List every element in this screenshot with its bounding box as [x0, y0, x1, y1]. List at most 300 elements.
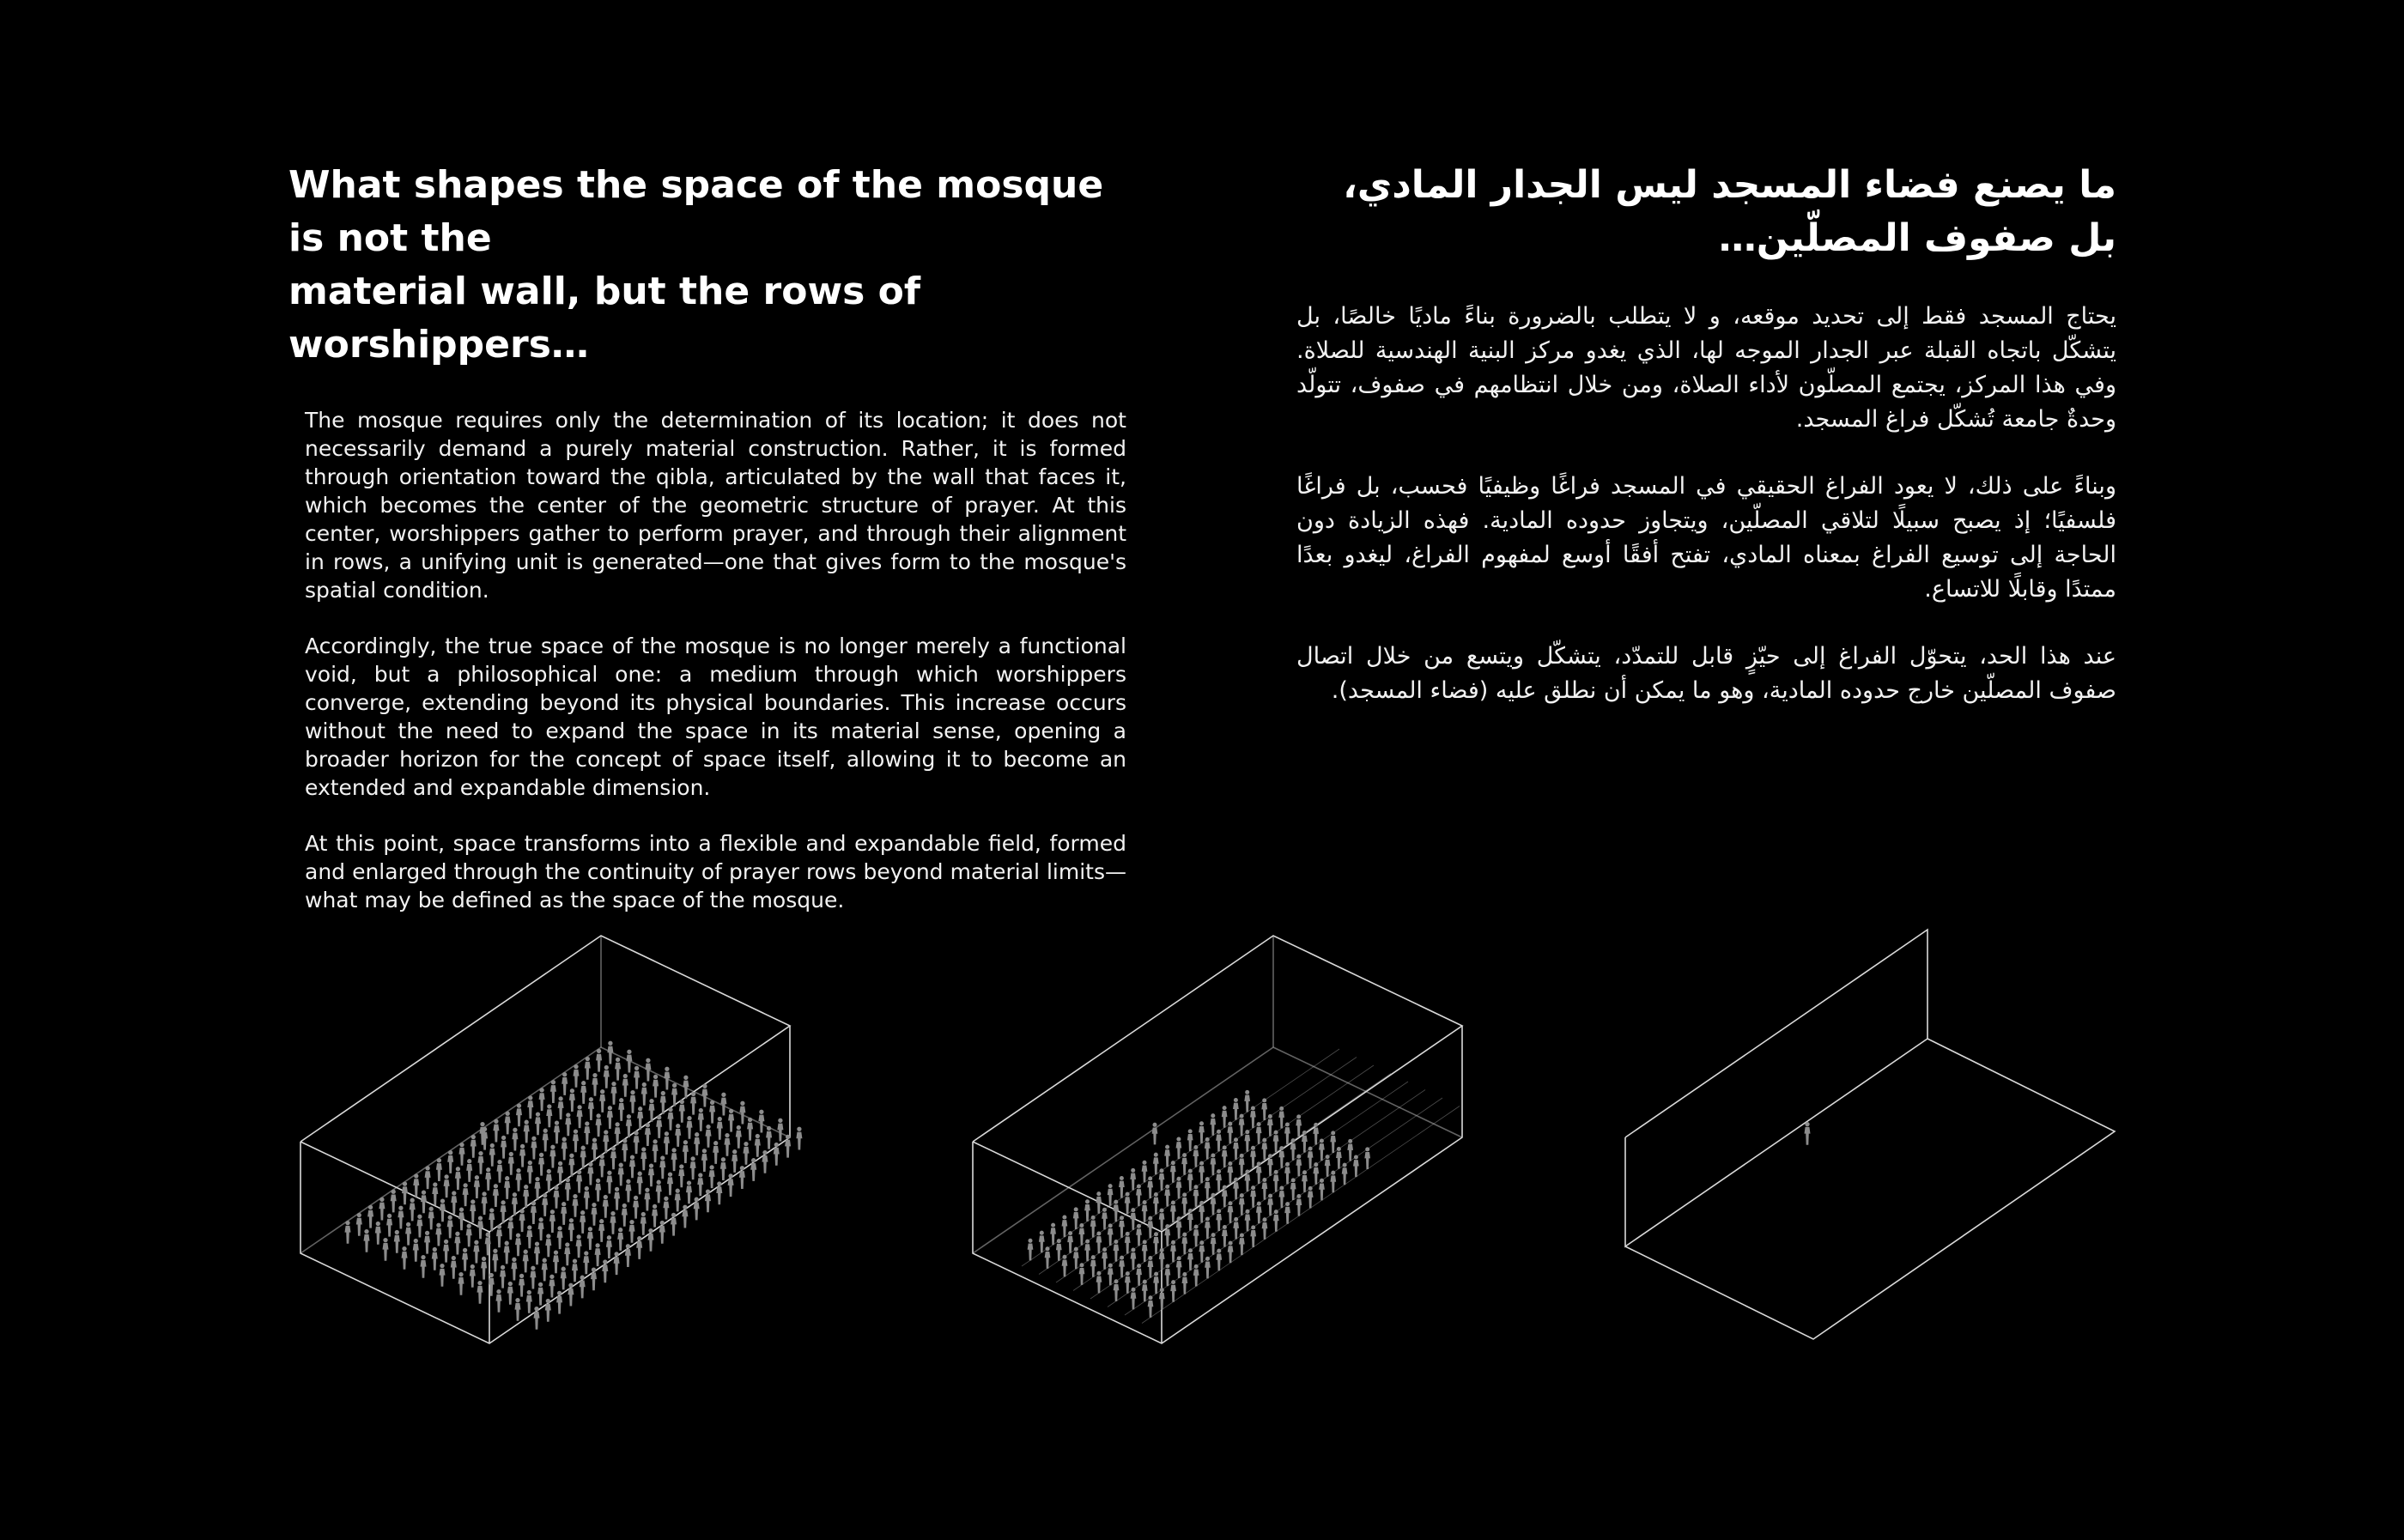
worshipper-body: [1278, 1112, 1284, 1129]
worshipper-head: [509, 1152, 513, 1156]
worshipper-body: [637, 1177, 643, 1195]
worshipper-head: [665, 1131, 669, 1136]
worshipper-head: [1057, 1239, 1061, 1243]
worshipper-figure: [435, 1223, 441, 1246]
worshipper-head: [1108, 1223, 1113, 1228]
worshipper-figure: [739, 1101, 745, 1125]
worshipper-figure: [504, 1241, 510, 1264]
worshipper-head: [444, 1174, 448, 1179]
worshipper-body: [1262, 1222, 1268, 1240]
worshipper-body: [607, 1046, 613, 1064]
worshipper-body: [1119, 1260, 1125, 1277]
worshipper-head: [653, 1075, 658, 1079]
worshipper-body: [531, 1206, 537, 1224]
worshipper-head: [1268, 1194, 1272, 1198]
worshipper-body: [694, 1203, 700, 1221]
worshipper-body: [659, 1226, 665, 1244]
worshipper-body: [584, 1126, 590, 1144]
worshipper-body: [1308, 1151, 1314, 1168]
worshipper-head: [534, 1307, 538, 1311]
worshipper-figure: [436, 1158, 442, 1181]
worshipper-head: [660, 1221, 665, 1225]
worshipper-head: [695, 1197, 699, 1202]
worshipper-head: [1228, 1201, 1232, 1205]
worshipper-head: [604, 1130, 608, 1134]
worshipper-figure: [1130, 1168, 1136, 1191]
worshipper-head: [546, 1299, 550, 1303]
worshipper-body: [1313, 1128, 1319, 1145]
worshipper-head: [599, 1219, 604, 1223]
worshipper-head: [486, 1167, 490, 1172]
worshipper-body: [549, 1215, 555, 1233]
worshipper-head: [588, 1162, 592, 1167]
worshipper-figure: [451, 1256, 457, 1279]
worshipper-body: [1090, 1221, 1096, 1238]
worshipper-body: [531, 1142, 537, 1160]
worshipper-head: [463, 1248, 467, 1252]
worshipper-figure: [587, 1227, 593, 1250]
worshipper-figure: [697, 1173, 703, 1196]
worshipper-head: [744, 1142, 748, 1146]
worshipper-figure: [671, 1148, 677, 1171]
worshipper-body: [1239, 1238, 1245, 1255]
worshipper-body: [394, 1235, 400, 1253]
worshipper-body: [1153, 1237, 1159, 1254]
worshipper-head: [1193, 1145, 1198, 1149]
worshipper-body: [1330, 1136, 1336, 1153]
worshipper-head: [1223, 1106, 1227, 1110]
worshipper-head: [448, 1150, 452, 1155]
worshipper-body: [572, 1199, 578, 1217]
worshipper-body: [1050, 1228, 1056, 1245]
worshipper-body: [1176, 1261, 1182, 1278]
worshipper-body: [604, 1070, 610, 1088]
worshipper-figure: [493, 1119, 499, 1143]
worshipper-head: [1296, 1194, 1301, 1198]
worshipper-body: [607, 1111, 613, 1129]
worshipper-body: [527, 1166, 533, 1184]
worshipper-head: [1217, 1169, 1221, 1173]
worshipper-head: [1262, 1098, 1266, 1102]
worshipper-body: [1239, 1198, 1245, 1216]
worshipper-figure: [572, 1194, 578, 1217]
worshipper-body: [493, 1125, 499, 1143]
worshipper-body: [1199, 1166, 1205, 1183]
worshipper-head: [1085, 1199, 1090, 1204]
worshipper-figure: [367, 1205, 373, 1228]
worshipper-head: [516, 1233, 520, 1237]
worshipper-body: [1125, 1276, 1131, 1294]
worshipper-body: [1181, 1237, 1187, 1254]
worshipper-body: [546, 1109, 552, 1127]
worshipper-figure: [653, 1139, 659, 1162]
worshipper-body: [526, 1295, 532, 1313]
worshipper-head: [725, 1133, 729, 1137]
worshipper-body: [1114, 1245, 1120, 1262]
worshipper-body: [629, 1160, 635, 1178]
worshipper-figure: [648, 1163, 654, 1186]
english-paragraph-1: The mosque requires only the determination of its location; it does not necessarily demand a purely material construction. Rather, it is formed through orientation toward the qibla, articulated by the wall that faces it, which becomes the center of the geometric structure of prayer. At this center, worshippers gather to perform prayer, and through their alignment in rows, a unifying unit is generated—one that gives form to the mosque's spatial condition.: [305, 408, 1126, 603]
worshipper-head: [1126, 1232, 1130, 1236]
worshipper-body: [656, 1185, 662, 1204]
worshipper-head: [1302, 1170, 1307, 1174]
worshipper-head: [1137, 1264, 1141, 1268]
worshipper-figure: [492, 1249, 498, 1272]
worshipper-head: [573, 1194, 577, 1198]
worshipper-head: [576, 1234, 580, 1239]
worshipper-head: [638, 1172, 642, 1176]
worshipper-body: [644, 1193, 650, 1211]
worshipper-head: [1028, 1239, 1032, 1243]
worshipper-head: [527, 1290, 531, 1294]
worshipper-head: [1154, 1153, 1158, 1157]
worshipper-figure: [569, 1088, 575, 1112]
worshipper-figure: [603, 1130, 609, 1153]
worshipper-body: [678, 1169, 684, 1187]
worshipper-figure: [709, 1165, 715, 1188]
worshipper-figure: [458, 1272, 464, 1295]
worshipper-figure: [645, 1058, 651, 1082]
worshipper-head: [1137, 1224, 1141, 1228]
worshipper-figure: [402, 1181, 408, 1204]
worshipper-body: [614, 1192, 620, 1210]
worshipper-figure: [561, 1267, 567, 1290]
worshipper-head: [528, 1095, 532, 1100]
worshipper-body: [1205, 1261, 1211, 1278]
worshipper-body: [1193, 1270, 1199, 1287]
worshipper-head: [551, 1080, 555, 1084]
worshipper-body: [1205, 1222, 1211, 1239]
worshipper-figure: [420, 1255, 426, 1278]
worshipper-head: [642, 1082, 647, 1087]
worshipper-figure: [511, 1258, 517, 1281]
worshipper-figure: [482, 1191, 488, 1215]
diagram-qibla-wall: [1625, 930, 2115, 1339]
worshipper-body: [1102, 1212, 1108, 1229]
worshipper-body: [470, 1204, 476, 1222]
worshipper-figure: [664, 1131, 670, 1155]
worshipper-figure: [512, 1128, 518, 1151]
worshipper-head: [664, 1197, 668, 1201]
worshipper-head: [1217, 1249, 1221, 1253]
worshipper-figure: [607, 1106, 613, 1129]
worshipper-figure: [410, 1198, 416, 1222]
worshipper-body: [492, 1254, 498, 1272]
worshipper-head: [392, 1190, 396, 1194]
worshipper-head: [1165, 1145, 1169, 1149]
worshipper-figure: [595, 1179, 601, 1202]
worshipper-body: [686, 1185, 692, 1204]
worshipper-figure: [606, 1235, 612, 1258]
worshipper-body: [447, 1221, 453, 1239]
worshipper-head: [1188, 1248, 1193, 1252]
worshipper-body: [1187, 1214, 1193, 1231]
worshipper-body: [524, 1125, 530, 1143]
worshipper-body: [758, 1115, 764, 1133]
worshipper-body: [1302, 1175, 1308, 1192]
worshipper-head: [1199, 1161, 1204, 1166]
worshipper-head: [1223, 1225, 1227, 1229]
worshipper-head: [581, 1146, 586, 1150]
worshipper-head: [444, 1240, 448, 1244]
worshipper-figure: [686, 1180, 692, 1204]
worshipper-figure: [542, 1193, 548, 1216]
worshipper-figure: [477, 1216, 483, 1239]
worshipper-body: [477, 1156, 483, 1174]
worshipper-body: [507, 1287, 513, 1305]
worshipper-head: [1365, 1147, 1369, 1151]
worshipper-body: [1342, 1167, 1348, 1185]
worshipper-body: [705, 1130, 711, 1148]
worshipper-head: [1091, 1255, 1096, 1259]
worshipper-figure: [720, 1093, 726, 1116]
worshipper-body: [558, 1101, 564, 1119]
worshipper-head: [1205, 1177, 1210, 1181]
worshipper-head: [638, 1106, 642, 1111]
worshipper-figure: [679, 1100, 685, 1123]
worshipper-body: [1199, 1246, 1205, 1263]
worshipper-body: [1233, 1143, 1239, 1160]
worshipper-head: [797, 1127, 801, 1131]
worshipper-body: [496, 1229, 502, 1247]
worshipper-figure: [535, 1112, 541, 1135]
worshipper-head: [619, 1098, 623, 1102]
worshipper-head: [615, 1122, 619, 1126]
worshipper-head: [600, 1089, 604, 1094]
worshipper-body: [1152, 1127, 1158, 1144]
worshipper-head: [1160, 1248, 1164, 1252]
worshipper-figure: [495, 1289, 501, 1313]
worshipper-head: [592, 1073, 597, 1077]
worshipper-body: [367, 1210, 373, 1228]
worshipper-figure: [1119, 1176, 1125, 1198]
worshipper-figure: [514, 1298, 520, 1321]
worshipper-body: [577, 1110, 583, 1128]
worshipper-figure: [462, 1248, 468, 1271]
worshipper-head: [417, 1215, 422, 1219]
worshipper-body: [629, 1095, 635, 1113]
worshipper-body: [466, 1164, 472, 1182]
worshipper-head: [657, 1115, 661, 1119]
worshipper-head: [471, 1135, 476, 1139]
worshipper-body: [640, 1217, 647, 1235]
worshipper-body: [539, 1093, 545, 1111]
worshipper-body: [519, 1149, 525, 1167]
worshipper-head: [1251, 1225, 1255, 1229]
worshipper-figure: [432, 1182, 438, 1205]
worshipper-body: [697, 1178, 703, 1196]
worshipper-body: [1245, 1174, 1251, 1191]
worshipper-head: [1131, 1168, 1135, 1173]
worshipper-figure: [585, 1057, 591, 1080]
worshipper-body: [379, 1203, 385, 1221]
worshipper-figure: [667, 1172, 673, 1195]
worshipper-figure: [382, 1238, 388, 1261]
worshipper-head: [1120, 1256, 1124, 1260]
worshipper-body: [565, 1183, 571, 1201]
worshipper-figure: [618, 1098, 624, 1121]
worshipper-head: [376, 1222, 380, 1226]
worshipper-body: [774, 1148, 780, 1166]
worshipper-head: [1160, 1288, 1164, 1292]
worshipper-figure: [1164, 1145, 1170, 1167]
worshipper-figure: [640, 1212, 647, 1235]
worshipper-figure: [675, 1189, 681, 1212]
worshipper-body: [1142, 1205, 1148, 1222]
worshipper-body: [1330, 1175, 1336, 1192]
worshipper-figure: [724, 1133, 730, 1156]
worshipper-head: [547, 1104, 551, 1108]
worshipper-head: [440, 1198, 445, 1203]
worshipper-figure: [1222, 1106, 1228, 1128]
worshipper-figure: [588, 1097, 594, 1120]
worshipper-figure: [394, 1230, 400, 1253]
worshipper-figure: [618, 1163, 624, 1186]
worshipper-figure: [796, 1127, 802, 1150]
worshipper-head: [1148, 1295, 1152, 1300]
worshipper-body: [1228, 1167, 1234, 1184]
worshipper-body: [1028, 1243, 1034, 1260]
worshipper-body: [519, 1279, 525, 1297]
worshipper-head: [1114, 1240, 1118, 1244]
worshipper-body: [595, 1184, 601, 1202]
worshipper-head: [648, 1228, 653, 1233]
worshipper-head: [1085, 1240, 1090, 1244]
worshipper-body: [557, 1231, 563, 1249]
worshipper-body: [1222, 1190, 1228, 1207]
worshipper-figure: [606, 1171, 612, 1194]
worshipper-head: [494, 1119, 498, 1124]
worshipper-head: [627, 1114, 631, 1119]
worshipper-body: [1222, 1111, 1228, 1128]
worshipper-figure: [573, 1129, 579, 1152]
worshipper-head: [748, 1118, 752, 1122]
worshipper-figure: [766, 1126, 772, 1149]
worshipper-head: [1211, 1153, 1215, 1157]
worshipper-body: [1233, 1103, 1239, 1120]
worshipper-head: [1108, 1184, 1113, 1188]
worshipper-body: [653, 1144, 659, 1162]
worshipper-figure: [523, 1250, 529, 1273]
worshipper-body: [424, 1236, 430, 1254]
worshipper-figure: [1028, 1239, 1034, 1261]
worshipper-figure: [534, 1177, 540, 1200]
worshipper-head: [543, 1129, 548, 1133]
worshipper-body: [1222, 1230, 1228, 1247]
worshipper-body: [573, 1134, 579, 1152]
worshipper-figure: [615, 1058, 621, 1081]
worshipper-figure: [554, 1120, 560, 1143]
worshipper-body: [344, 1226, 350, 1244]
worshipper-body: [1142, 1245, 1148, 1262]
worshipper-body: [694, 1137, 700, 1155]
worshipper-figure: [440, 1198, 446, 1222]
worshipper-head: [554, 1185, 558, 1190]
worshipper-body: [535, 1117, 541, 1135]
english-paragraph-3: At this point, space transforms into a flexible and expandable field, formed and enlarged through the continuity of prayer rows beyond material limits—what may be defined as the space of the mosque.: [305, 831, 1126, 912]
worshipper-figure: [526, 1290, 532, 1313]
worshipper-head: [517, 1103, 521, 1107]
worshipper-head: [1199, 1201, 1204, 1205]
worshipper-head: [1354, 1155, 1358, 1159]
worshipper-body: [527, 1100, 533, 1119]
worshipper-body: [576, 1175, 582, 1193]
worshipper-body: [1164, 1229, 1170, 1246]
worshipper-head: [1211, 1193, 1215, 1197]
worshipper-body: [401, 1252, 407, 1270]
worshipper-head: [1251, 1146, 1255, 1150]
worshipper-body: [515, 1238, 521, 1256]
worshipper-figure: [591, 1203, 597, 1226]
worshipper-figure: [527, 1161, 533, 1184]
worshipper-body: [420, 1260, 426, 1278]
worshipper-head: [539, 1153, 543, 1157]
worshipper-body: [1273, 1215, 1279, 1232]
worshipper-body: [1250, 1150, 1256, 1167]
worshipper-figure: [592, 1137, 598, 1161]
worshipper-head: [614, 1252, 618, 1256]
worshipper-head: [646, 1123, 650, 1127]
worshipper-head: [497, 1224, 501, 1228]
worshipper-figure: [553, 1185, 559, 1209]
worshipper-head: [699, 1108, 703, 1113]
worshipper-figure: [447, 1216, 453, 1239]
worshipper-head: [1114, 1200, 1118, 1204]
worshipper-head: [1040, 1231, 1044, 1235]
worshipper-body: [705, 1194, 711, 1212]
worshipper-body: [550, 1085, 556, 1103]
worshipper-figure: [473, 1240, 479, 1264]
worshipper-figure: [550, 1080, 556, 1103]
worshipper-body: [1176, 1142, 1182, 1159]
worshipper-figure: [363, 1229, 369, 1252]
worshipper-body: [701, 1154, 707, 1172]
worshipper-head: [597, 1049, 601, 1053]
arabic-paragraph-1: يحتاج المسجد فقط إلى تحديد موقعه، و لا يتطلب بالضرورة بناءً ماديًا خالصًا، بل يتشكّل باتجاه القبلة عبر الجدار الموجه لها، الذي يغدو مركز البنية الهندسية للصلاة. وفي هذا المركز، يجتمع المصلّون لأداء الصلاة، ومن خلال انتظامهم في صفوف، تتولّد وحدةٌ جامعة تُشكّل فراغ المسجد.: [1296, 303, 2116, 433]
worshipper-figure: [622, 1138, 628, 1161]
worshipper-figure: [629, 1155, 635, 1178]
worshipper-body: [1108, 1268, 1114, 1285]
worshipper-body: [568, 1223, 574, 1241]
worshipper-head: [657, 1180, 661, 1185]
worshipper-figure: [583, 1251, 589, 1274]
worshipper-body: [1193, 1190, 1199, 1207]
english-title-line-2: material wall, but the rows of worshippers…: [288, 270, 920, 367]
worshipper-figure: [584, 1186, 590, 1210]
worshipper-head: [494, 1184, 498, 1188]
worshipper-body: [439, 1269, 445, 1287]
worshipper-figure: [379, 1197, 385, 1221]
worshipper-head: [527, 1225, 531, 1229]
worshipper-figure: [634, 1066, 640, 1089]
worshipper-figure: [425, 1166, 431, 1189]
worshipper-figure: [391, 1190, 397, 1213]
worshipper-head: [463, 1183, 467, 1187]
worshipper-figure: [686, 1116, 692, 1139]
worshipper-head: [585, 1121, 589, 1125]
worshipper-body: [428, 1212, 434, 1230]
worshipper-head: [668, 1172, 672, 1176]
worshipper-figure: [515, 1168, 521, 1191]
worshipper-body: [1256, 1127, 1262, 1144]
diagram-expanded-rows: [300, 936, 802, 1343]
worshipper-figure: [584, 1121, 590, 1144]
worshipper-body: [1164, 1190, 1170, 1207]
worshipper-body: [1211, 1197, 1217, 1215]
worshipper-body: [1267, 1198, 1273, 1216]
worshipper-head: [387, 1214, 392, 1218]
worshipper-head: [1268, 1154, 1272, 1158]
